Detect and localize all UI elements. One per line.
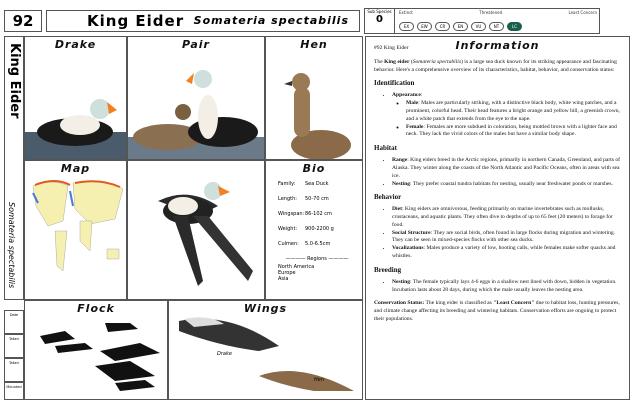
flight-photo bbox=[128, 161, 265, 300]
wings-title: Wings bbox=[243, 302, 288, 315]
t: Female bbox=[406, 123, 424, 130]
t: : King eiders breed in the Arctic regions, primarily in northern Canada, Greenland, and parts of Alaska. They winter along the coasts of the North Atlantic and Pacific Oceans, often in areas with sea ice. bbox=[392, 157, 621, 179]
t: Male bbox=[406, 100, 419, 107]
bio-label: Culmen: bbox=[278, 241, 299, 247]
bio-culmen bbox=[278, 241, 356, 247]
bio-value: 50-70 cm bbox=[305, 196, 329, 202]
range-item bbox=[392, 157, 621, 180]
t: Conservation Status: bbox=[374, 300, 425, 307]
side-scientific-name: Somateria spectabilis bbox=[7, 202, 16, 289]
info-heading: #92 King Eider bbox=[374, 45, 409, 51]
wings-photo bbox=[169, 301, 363, 400]
bio-value: 86-102 cm bbox=[305, 211, 332, 217]
diet-item bbox=[392, 206, 621, 229]
t: The bbox=[374, 58, 385, 65]
female-item bbox=[406, 124, 621, 140]
t: : Males are particularly striking, with a distinctive black body, white wing patches, and a prominent, colorful head. Their head features a bright orange and yellow bill, a greenish crown, and a white patch that extends from the eye to the nape. bbox=[406, 100, 620, 122]
sub-species-label: Sub Species bbox=[367, 9, 392, 14]
species-number: 92 bbox=[4, 10, 42, 32]
bio-label: Length: bbox=[278, 196, 297, 202]
t: : King eiders are omnivorous, feeding primarily on marine invertebrates such as mollusks, crustaceans, and aquatic plants. They often dive to depths of up to 65 feet (20 meters) to forage for food. bbox=[392, 206, 613, 228]
sub-species-count: 0 bbox=[376, 14, 383, 25]
identification-heading: Identification bbox=[374, 79, 415, 88]
behavior-heading: Behavior bbox=[374, 193, 402, 202]
bio-label: Wingspan: bbox=[278, 211, 305, 217]
t: Nesting bbox=[392, 180, 411, 187]
t: Somateria spectabilis bbox=[412, 58, 462, 65]
threatened-label: Threatened bbox=[479, 10, 503, 15]
conservation-status bbox=[364, 8, 600, 34]
bio-length bbox=[278, 196, 356, 202]
drake-panel bbox=[24, 36, 127, 160]
t: The king eider is classified as bbox=[424, 300, 494, 307]
flock-title: Flock bbox=[77, 302, 115, 315]
pair-panel bbox=[127, 36, 265, 160]
badge-vu: VU bbox=[471, 22, 486, 31]
region: Asia bbox=[278, 276, 289, 282]
t: Vocalizations bbox=[392, 245, 424, 252]
region: Europe bbox=[278, 270, 296, 276]
range-map bbox=[25, 161, 127, 300]
bio-label: Family: bbox=[278, 181, 296, 187]
pair-title: Pair bbox=[182, 38, 210, 51]
region: North America bbox=[278, 264, 315, 270]
bio-family bbox=[278, 181, 356, 187]
bio-value: 5.0-6.5cm bbox=[305, 241, 331, 247]
pair-photo bbox=[128, 37, 265, 160]
flock-panel bbox=[24, 300, 168, 400]
taken-box: Taken bbox=[4, 334, 24, 358]
social-item bbox=[392, 230, 621, 246]
vocalizations-item bbox=[392, 245, 621, 261]
t: King eider bbox=[384, 58, 410, 65]
t: Social Structure bbox=[392, 229, 431, 236]
hen-wing-label: Hen bbox=[314, 377, 325, 383]
badge-ex: EX bbox=[399, 22, 414, 31]
information-title: Information bbox=[455, 39, 540, 52]
conservation-status-text bbox=[374, 300, 621, 323]
common-name: King Eider bbox=[87, 12, 185, 30]
wings-panel bbox=[168, 300, 363, 400]
t: : Females are more subdued in coloration, being mottled brown with a lighter face and neck. They lack the vivid colors of the males but have a similar body shape. bbox=[406, 123, 617, 138]
bio-weight bbox=[278, 226, 356, 232]
habitat-heading: Habitat bbox=[374, 144, 397, 153]
mounted-box: Mounted bbox=[4, 382, 24, 400]
bio-value: 900-2200 g bbox=[305, 226, 334, 232]
t: : They prefer coastal tundra habitats for nesting, usually near freshwater ponds or marshes. bbox=[410, 180, 613, 187]
side-strip bbox=[4, 36, 24, 300]
t: "Least Concern" bbox=[493, 300, 535, 307]
scientific-name: Somateria spectabilis bbox=[193, 14, 349, 27]
regions-heading: Regions bbox=[307, 256, 327, 262]
title-bar bbox=[46, 10, 360, 32]
map-panel bbox=[24, 160, 127, 300]
hen-title: Hen bbox=[300, 38, 328, 51]
intro bbox=[374, 59, 621, 75]
side-common-name: King Eider bbox=[7, 43, 22, 119]
bio-title: Bio bbox=[302, 162, 326, 175]
hen-panel bbox=[265, 36, 363, 160]
t: due to habitat loss, hunting pressures, and climate change affecting its breeding and wintering habitats. Conservation efforts are ongoing to protect their populations. bbox=[374, 300, 620, 323]
t: : Males produce a variety of low, hooting calls, while females make softer quacks and whistles. bbox=[392, 245, 616, 260]
t: ( bbox=[409, 58, 413, 65]
drake-photo bbox=[25, 37, 127, 160]
map-title: Map bbox=[60, 162, 91, 175]
t: Appearance bbox=[392, 92, 421, 99]
badge-en: EN bbox=[453, 22, 468, 31]
t: ) is a large sea duck known for its striking appearance and fascinating behavior. Here's a comprehensive overview of its characteristics, habitat, behavior, and conservation status: bbox=[374, 58, 617, 73]
date-box: Date bbox=[4, 310, 24, 334]
t: : The female typically lays 4-6 eggs in a shallow nest lined with down, hidden in vegetation. Incubation lasts about 28 days, during which the male usually leaves the nesting area. bbox=[392, 278, 617, 293]
flock-silhouette bbox=[25, 301, 168, 400]
bio-wingspan bbox=[278, 211, 356, 217]
drake-wing-label: Drake bbox=[217, 351, 232, 357]
badge-lc: LC bbox=[507, 22, 522, 31]
hen-photo bbox=[266, 37, 363, 160]
t: Diet bbox=[392, 206, 402, 213]
appearance-item: • Appearance: ◦ Male: Males are particularly striking, with a distinctive black body, white wing patches, and a prominent, colorful head. Their head features a bright orange and yellow bill, a greenish crown, and a white patch that extends from the eye to the nape. ◦ Female: Females are more subdued in coloration, being mottled brown with a lighter face and neck. They lack the vivid colors of the males but have a similar body shape. bbox=[392, 92, 621, 139]
sub-species bbox=[365, 9, 395, 33]
t: : They are social birds, often found in large flocks during migration and wintering. They can be seen in mixed-species flocks with other sea ducks. bbox=[392, 229, 616, 244]
badge-cr: CR bbox=[435, 22, 450, 31]
extinct-label: Extinct bbox=[399, 10, 413, 15]
nesting-item bbox=[392, 181, 621, 189]
bio-value: Sea Duck bbox=[305, 181, 329, 187]
least-concern-label: Least Concern bbox=[568, 10, 597, 15]
taken-box-2: Taken bbox=[4, 358, 24, 382]
flight-panel bbox=[127, 160, 265, 300]
badge-nt: NT bbox=[489, 22, 504, 31]
t: Nesting bbox=[392, 278, 411, 285]
t: Range bbox=[392, 157, 408, 164]
breeding-nesting-item bbox=[392, 279, 621, 295]
male-item bbox=[406, 100, 621, 123]
bio-label: Weight: bbox=[278, 226, 298, 232]
badge-ew: EW bbox=[417, 22, 432, 31]
drake-title: Drake bbox=[54, 38, 97, 51]
information-panel bbox=[365, 36, 630, 400]
regions-label: ———— Regions ———— bbox=[285, 256, 349, 262]
bio-panel bbox=[265, 160, 363, 300]
breeding-heading: Breeding bbox=[374, 265, 402, 274]
